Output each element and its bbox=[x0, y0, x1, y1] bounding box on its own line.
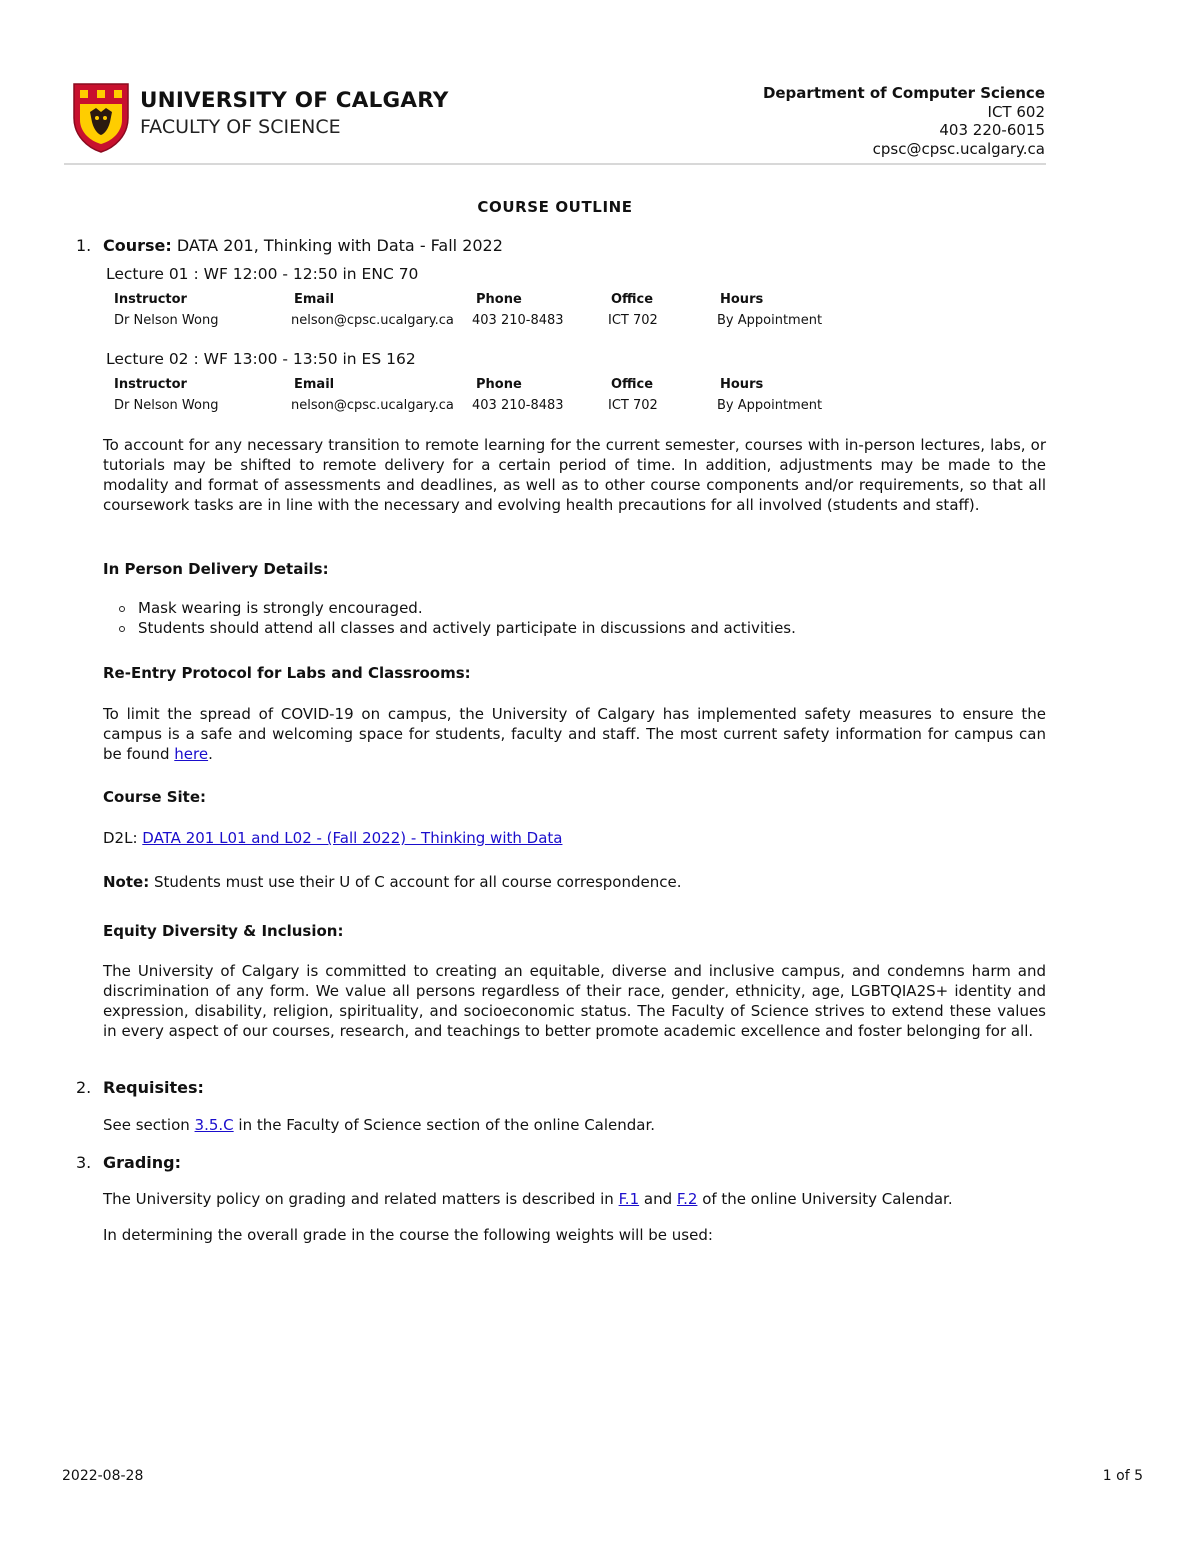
department-room: ICT 602 bbox=[987, 102, 1045, 121]
policy-text-before: The University policy on grading and related matters is described in bbox=[103, 1190, 619, 1208]
col-hours: Hours bbox=[720, 292, 764, 307]
lecture-01-line: Lecture 01 : WF 12:00 - 12:50 in ENC 70 bbox=[106, 265, 419, 283]
table-header-row bbox=[114, 374, 870, 395]
note-label: Note: bbox=[103, 873, 150, 891]
course-label: Course: bbox=[103, 236, 172, 255]
lecture-02-table bbox=[114, 374, 870, 416]
course-value: DATA 201, Thinking with Data - Fall 2022 bbox=[171, 236, 503, 255]
instructor-phone: 403 210-8483 bbox=[472, 313, 564, 328]
table-row bbox=[114, 395, 870, 416]
instructor-office: ICT 702 bbox=[608, 398, 658, 413]
list-item: Mask wearing is strongly encouraged. bbox=[103, 598, 796, 618]
policy-text-mid: and bbox=[639, 1190, 677, 1208]
footer-date: 2022-08-28 bbox=[62, 1468, 144, 1484]
note-line bbox=[103, 872, 681, 892]
table-header-row bbox=[114, 289, 870, 310]
table-row bbox=[114, 310, 870, 331]
department-contact bbox=[763, 84, 1045, 158]
grading-policy-line bbox=[103, 1189, 953, 1209]
in-person-heading: In Person Delivery Details: bbox=[103, 560, 329, 578]
instructor-hours: By Appointment bbox=[717, 398, 823, 413]
instructor-phone: 403 210-8483 bbox=[472, 398, 564, 413]
requisites-line bbox=[103, 1115, 655, 1135]
d2l-course-link[interactable]: DATA 201 L01 and L02 - (Fall 2022) - Thinking with Data bbox=[142, 829, 563, 847]
col-instructor: Instructor bbox=[114, 377, 187, 392]
in-person-list bbox=[103, 598, 796, 638]
requisites-text-after: in the Faculty of Science section of the online Calendar. bbox=[233, 1116, 656, 1134]
reentry-end: . bbox=[208, 745, 213, 763]
section-1-number: 1. bbox=[76, 236, 92, 255]
calendar-section-link[interactable]: 3.5.C bbox=[194, 1116, 234, 1134]
faculty-name: FACULTY OF SCIENCE bbox=[140, 116, 341, 138]
col-office: Office bbox=[611, 292, 654, 307]
reentry-heading: Re-Entry Protocol for Labs and Classrooms: bbox=[103, 664, 471, 682]
instructor-hours: By Appointment bbox=[717, 313, 823, 328]
d2l-prefix: D2L: bbox=[103, 829, 143, 847]
note-text: Students must use their U of C account for all course correspondence. bbox=[149, 873, 682, 891]
section-2-heading bbox=[103, 1078, 204, 1097]
university-logo bbox=[72, 82, 492, 156]
page-title: COURSE OUTLINE bbox=[477, 198, 633, 216]
d2l-line bbox=[103, 828, 562, 848]
crest-icon bbox=[72, 82, 130, 154]
col-phone: Phone bbox=[476, 292, 522, 307]
department-name: Department of Computer Science bbox=[762, 84, 1045, 102]
col-email: Email bbox=[294, 292, 335, 307]
section-2-number: 2. bbox=[76, 1078, 92, 1097]
page-number: 1 of 5 bbox=[1102, 1468, 1143, 1484]
department-phone: 403 220-6015 bbox=[939, 121, 1045, 139]
col-hours: Hours bbox=[720, 377, 764, 392]
requisites-text-before: See section bbox=[103, 1116, 195, 1134]
col-instructor: Instructor bbox=[114, 292, 187, 307]
section-3-heading bbox=[103, 1153, 181, 1172]
calendar-f1-link[interactable]: F.1 bbox=[618, 1190, 640, 1208]
col-phone: Phone bbox=[476, 377, 522, 392]
instructor-office: ICT 702 bbox=[608, 313, 658, 328]
section-1-heading bbox=[103, 236, 503, 255]
reentry-text: To limit the spread of COVID-19 on campus, the University of Calgary has implemented safety measures to ensure the campus is a safe and welcoming space for students, faculty and staff. The most current safety information for campus can be found bbox=[103, 705, 1046, 763]
requisites-label: Requisites: bbox=[103, 1078, 204, 1097]
header-divider bbox=[64, 163, 1046, 165]
instructor-name: Dr Nelson Wong bbox=[114, 313, 219, 328]
calendar-f2-link[interactable]: F.2 bbox=[676, 1190, 698, 1208]
remote-learning-paragraph: To account for any necessary transition to remote learning for the current semester, courses with in-person lectures, labs, or tutorials may be shifted to remote delivery for a certain period of time. In addition, adjustments may be made to the modality and format of assessments and deadlines, as well as to other course components and/or requirements, so that all coursework tasks are in line with the necessary and evolving health precautions for all involved (students and staff). bbox=[103, 436, 1046, 514]
policy-text-after: of the online University Calendar. bbox=[697, 1190, 953, 1208]
col-office: Office bbox=[611, 377, 654, 392]
edi-paragraph: The University of Calgary is committed to creating an equitable, diverse and inclusive campus, and condemns harm and discrimination of any form. We value all persons regardless of their race, gender, ethnicity, age, LGBTQIA2S+ identity and expression, disability, religion, spirituality, and socioeconomic status. The Faculty of Science strives to extend these values in every aspect of our courses, research, and teachings to better promote academic excellence and foster belonging for all. bbox=[103, 962, 1046, 1040]
university-name: UNIVERSITY OF CALGARY bbox=[140, 88, 449, 113]
instructor-email: nelson@cpsc.ucalgary.ca bbox=[291, 313, 454, 328]
list-item: Students should attend all classes and actively participate in discussions and activities. bbox=[103, 618, 796, 638]
reentry-paragraph bbox=[103, 704, 1046, 764]
section-3-number: 3. bbox=[76, 1153, 92, 1172]
lecture-02-line: Lecture 02 : WF 13:00 - 13:50 in ES 162 bbox=[106, 350, 416, 368]
course-site-heading: Course Site: bbox=[103, 788, 207, 806]
instructor-name: Dr Nelson Wong bbox=[114, 398, 219, 413]
department-email: cpsc@cpsc.ucalgary.ca bbox=[872, 139, 1045, 158]
grading-label: Grading: bbox=[103, 1153, 181, 1172]
edi-heading: Equity Diversity & Inclusion: bbox=[103, 922, 344, 940]
lecture-01-table bbox=[114, 289, 870, 331]
grading-weights-line: In determining the overall grade in the course the following weights will be used: bbox=[103, 1226, 713, 1244]
instructor-email: nelson@cpsc.ucalgary.ca bbox=[291, 398, 454, 413]
safety-info-link[interactable]: here bbox=[174, 745, 209, 763]
col-email: Email bbox=[294, 377, 335, 392]
